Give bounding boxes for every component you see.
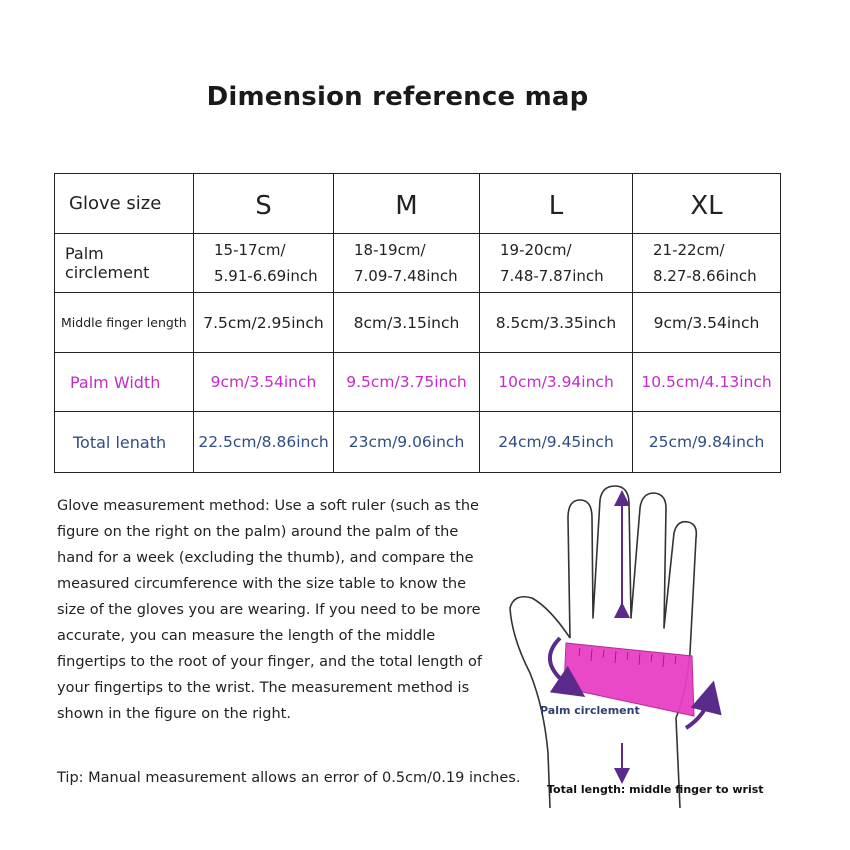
table-cell: 7.5cm/2.95inch: [194, 293, 334, 353]
size-table: [54, 173, 781, 473]
size-l: L: [480, 174, 633, 234]
table-cell: 19-20cm/ 7.48-7.87inch: [480, 234, 633, 293]
size-s: S: [194, 174, 334, 234]
table-row: [55, 293, 781, 353]
row-label-palm-circlement: Palm circlement: [55, 234, 194, 293]
table-row: [55, 353, 781, 412]
table-cell: 23cm/9.06inch: [334, 412, 480, 473]
total-length-label: Total length: middle finger to wrist: [547, 783, 764, 796]
table-row: [55, 412, 781, 473]
page-title: Dimension reference map: [206, 82, 589, 112]
table-cell: 8.5cm/3.35inch: [480, 293, 633, 353]
glove-size-label: Glove size: [55, 174, 194, 234]
table-cell: 22.5cm/8.86inch: [194, 412, 334, 473]
row-label-middle-finger-length: Middle finger length: [55, 293, 194, 353]
table-cell: 15-17cm/ 5.91-6.69inch: [194, 234, 334, 293]
row-label-palm-width: Palm Width: [55, 353, 194, 412]
table-row: [55, 234, 781, 293]
table-cell: 24cm/9.45inch: [480, 412, 633, 473]
table-cell: 21-22cm/ 8.27-8.66inch: [633, 234, 781, 293]
size-m: M: [334, 174, 480, 234]
row-label-total-length: Total lenath: [55, 412, 194, 473]
size-xl: XL: [633, 174, 781, 234]
table-cell: 9cm/3.54inch: [194, 353, 334, 412]
table-cell: 10.5cm/4.13inch: [633, 353, 781, 412]
table-cell: 9.5cm/3.75inch: [334, 353, 480, 412]
table-cell: 9cm/3.54inch: [633, 293, 781, 353]
table-cell: 25cm/9.84inch: [633, 412, 781, 473]
table-cell: 8cm/3.15inch: [334, 293, 480, 353]
table-cell: 18-19cm/ 7.09-7.48inch: [334, 234, 480, 293]
hand-measurement-illustration: [500, 478, 760, 808]
tip-text: Tip: Manual measurement allows an error of 0.5cm/0.19 inches.: [57, 770, 521, 786]
palm-circlement-label: Palm circlement: [540, 704, 640, 717]
table-row: [55, 174, 781, 234]
table-cell: 10cm/3.94inch: [480, 353, 633, 412]
measurement-method-text: Glove measurement method: Use a soft ruler (such as the figure on the right on the palm) around the palm of the hand for a week (excluding the thumb), and compare the measured circumference with the size table to know the size of the gloves you are wearing. If you need to be more accurate, you can measure the length of the middle fingertips to the root of your finger, and the total length of your fingertips to the wrist. The measurement method is shown in the figure on the right.: [57, 498, 483, 722]
